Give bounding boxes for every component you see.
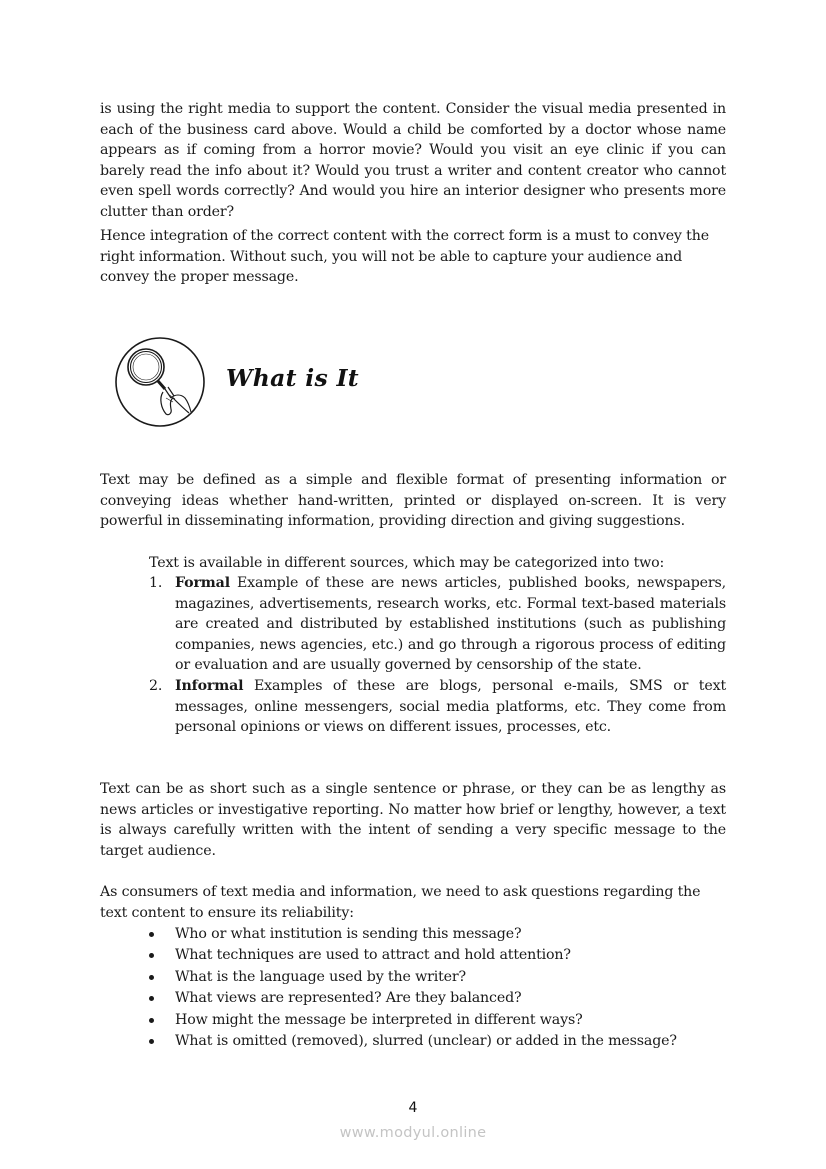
intro-paragraph-1: is using the right media to support the content. Consider the visual media presented in each of the business card above. Would a child be comforted by a doctor whose name appears as if coming from a horror movie? Would you visit an eye clinic if you can barely read the info about it? Would you trust a writer and content creator who cannot even spell words correctly? And would you hire an interior designer who presents more clutter than order?	[100, 101, 726, 220]
length-paragraph: Text can be as short such as a single sentence or phrase, or they can be as lengthy as news articles or investigative reporting. No matter how brief or lengthy, however, a text is always carefully written with the intent of sending a very specific message to the target audience.	[100, 781, 726, 859]
list-number: 2.	[149, 677, 163, 694]
list-item: What techniques are used to attract and hold attention?	[149, 945, 729, 966]
source-description: Examples of these are blogs, personal e-mails, SMS or text messages, online messengers, social media platforms, etc. They come from personal opinions or views on different issues, processes, etc.	[175, 677, 726, 736]
list-item: Who or what institution is sending this message?	[149, 924, 729, 945]
source-term: Formal	[175, 575, 230, 591]
source-item-informal	[149, 676, 726, 738]
list-item: What is omitted (removed), slurred (unclear) or added in the message?	[149, 1031, 729, 1052]
intro-paragraph-2: Hence integration of the correct content with the correct form is a must to convey the right information. Without such, you will not be able to capture your audience and convey the proper message.	[100, 228, 709, 286]
list-item: How might the message be interpreted in different ways?	[149, 1010, 729, 1031]
page-number: 4	[408, 1100, 418, 1116]
magnifying-glass-in-hand-icon	[113, 336, 207, 430]
list-item: What is the language used by the writer?	[149, 967, 729, 988]
sources-list	[149, 573, 726, 738]
bullet-icon	[149, 1018, 154, 1023]
watermark: www.modyul.online	[339, 1125, 487, 1141]
source-term: Informal	[175, 677, 244, 694]
bullet-icon	[149, 996, 154, 1001]
source-item-formal	[149, 573, 726, 676]
bullet-icon	[149, 975, 154, 980]
definition-paragraph: Text may be defined as a simple and flexible format of presenting information or conveying ideas whether hand-written, printed or displayed on-screen. It is very powerful in disseminating information, providing direction and giving suggestions.	[100, 472, 726, 530]
bullet-icon	[149, 1039, 154, 1044]
list-number: 1.	[149, 575, 163, 591]
questions-intro: As consumers of text media and information, we need to ask questions regarding the text content to ensure its reliability:	[100, 884, 701, 921]
bullet-icon	[149, 953, 154, 958]
source-description: Example of these are news articles, published books, newspapers, magazines, advertisements, research works, etc. Formal text-based materials are created and distributed by established institutions (such as publishing companies, news agencies, etc.) and go through a rigorous process of editing or evaluation and are usually governed by censorship of the state.	[175, 575, 726, 674]
list-item: What views are represented? Are they balanced?	[149, 988, 729, 1009]
questions-list	[149, 924, 729, 1052]
bullet-icon	[149, 932, 154, 937]
sources-intro: Text is available in different sources, which may be categorized into two:	[149, 555, 665, 571]
section-title: What is It	[226, 364, 359, 392]
section-header	[113, 336, 513, 428]
